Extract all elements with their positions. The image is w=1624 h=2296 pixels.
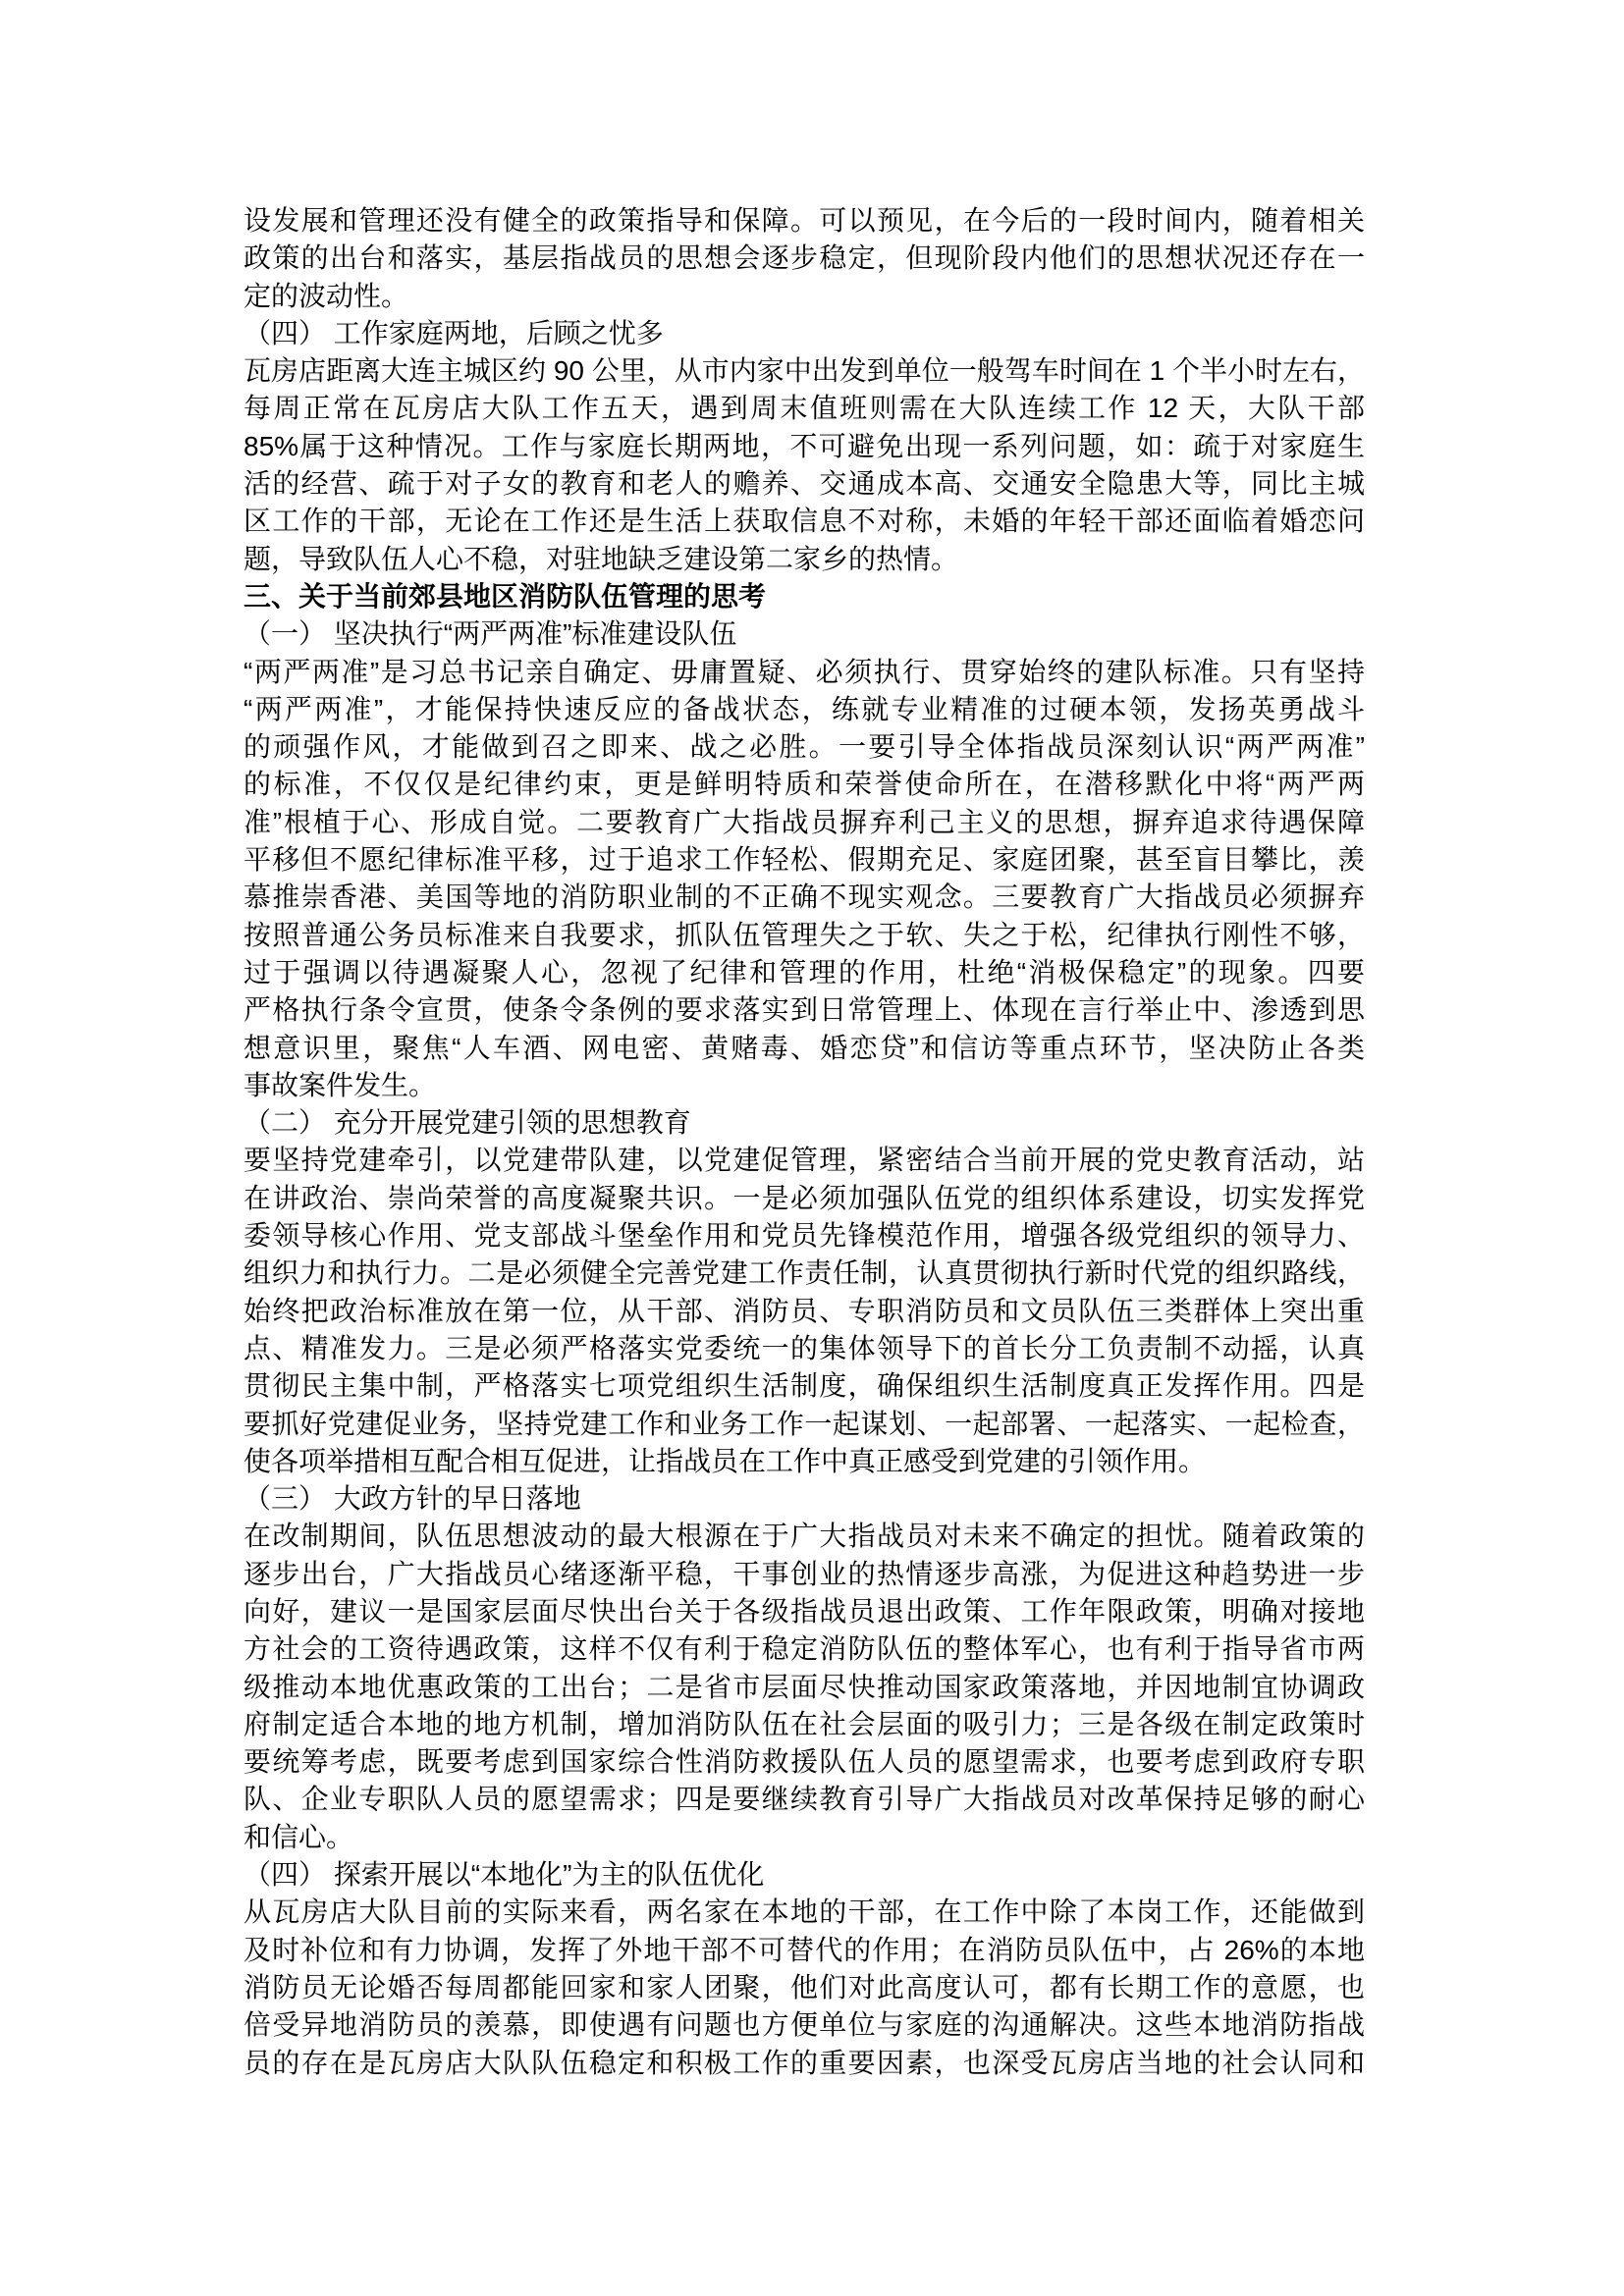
document-text-line: 的顽强作风，才能做到召之即来、战之必胜。一要引导全体指战员深刻认识“两严两准” [244,731,1365,763]
document-text-line: 级推动本地优惠政策的工出台；二是省市层面尽快推动国家政策落地，并因地制宜协调政 [244,1671,1365,1702]
document-text-line: 使各项举措相互配合相互促进，让指战员在工作中真正感受到党建的引领作用。 [244,1445,1207,1476]
document-text-line: 从瓦房店大队目前的实际来看，两名家在本地的干部，在工作中除了本岗工作，还能做到 [244,1896,1365,1928]
document-text-line: 政策的出台和落实，基层指战员的思想会逐步稳定，但现阶段内他们的思想状况还存在一 [244,242,1365,274]
document-text-line: 定的波动性。 [244,280,409,311]
document-text-line: “两严两准”，才能保持快速反应的备战状态，练就专业精准的过硬本领，发扬英勇战斗 [244,693,1365,724]
subsection-heading-line: （三） 大政方针的早日落地 [244,1483,581,1515]
document-text-line: 准”根植于心、形成自觉。二要教育广大指战员摒弃利己主义的思想，摒弃追求待遇保障 [244,806,1365,837]
document-text-line: 题，导致队伍人心不稳，对驻地缺乏建设第二家乡的热情。 [244,543,959,574]
document-text-line: 倍受异地消防员的羡慕，即使遇有问题也方便单位与家庭的沟通解决。这些本地消防指战 [244,2009,1365,2041]
subsection-heading-line: （四） 探索开展以“本地化”为主的队伍优化 [244,1859,765,1891]
document-text-line: 和信心。 [244,1821,354,1852]
document-text-line: 委领导核心作用、党支部战斗堡垒作用和党员先锋模范作用，增强各级党组织的领导力、 [244,1220,1365,1252]
document-content [244,202,1365,2082]
document-text-line: 方社会的工资待遇政策，这样不仅有利于稳定消防队伍的整体军心，也有利于指导省市两 [244,1633,1365,1665]
document-text-line: 要统筹考虑，既要考虑到国家综合性消防救援队伍人员的愿望需求，也要考虑到政府专职 [244,1746,1365,1778]
document-text-line: 组织力和执行力。二是必须健全完善党建工作责任制，认真贯彻执行新时代党的组织路线， [244,1257,1365,1289]
subsection-heading-line: （四） 工作家庭两地，后顾之忧多 [244,317,664,348]
document-text-line: 要抓好党建促业务，坚持党建工作和业务工作一起谋划、一起部署、一起落实、一起检查， [244,1408,1365,1439]
document-text-line: 府制定适合本地的地方机制，增加消防队伍在社会层面的吸引力；三是各级在制定政策时 [244,1708,1365,1739]
document-text-line: 区工作的干部，无论在工作还是生活上获取信息不对称，未婚的年轻干部还面临着婚恋问 [244,506,1365,537]
document-text-line: 想意识里，聚焦“人车酒、网电密、黄赌毒、婚恋贷”和信访等重点环节，坚决防止各类 [244,1032,1365,1063]
document-text-line: 点、精准发力。三是必须严格落实党委统一的集体领导下的首长分工负责制不动摇，认真 [244,1332,1365,1363]
document-text-line: 在讲政治、崇尚荣誉的高度凝聚共识。一是必须加强队伍党的组织体系建设，切实发挥党 [244,1182,1365,1213]
document-text-line: 向好，建议一是国家层面尽快出台关于各级指战员退出政策、工作年限政策，明确对接地 [244,1595,1365,1627]
document-text-line: 逐步出台，广大指战员心绪逐渐平稳，干事创业的热情逐步高涨，为促进这种趋势进一步 [244,1558,1365,1589]
subsection-heading-line: （一） 坚决执行“两严两准”标准建设队伍 [244,618,737,650]
document-text-line: 活的经营、疏于对子女的教育和老人的赡养、交通成本高、交通安全隐患大等，同比主城 [244,468,1365,500]
document-text-line: 始终把政治标准放在第一位，从干部、消防员、专职消防员和文员队伍三类群体上突出重 [244,1295,1365,1326]
document-text-line: 严格执行条令宣贯，使条令条例的要求落实到日常管理上、体现在言行举止中、渗透到思 [244,994,1365,1026]
document-text-line: 消防员无论婚否每周都能回家和家人团聚，他们对此高度认可，都有长期工作的意愿，也 [244,1971,1365,2002]
document-text-line: 瓦房店距离大连主城区约 90 公里，从市内家中出发到单位一般驾车时间在 1 个半小时左右， [244,355,1365,387]
document-text-line: 平移但不愿纪律标准平移，过于追求工作轻松、假期充足、家庭团聚，甚至盲目攀比，羡 [244,844,1365,876]
document-text-line: 过于强调以待遇凝聚人心，忽视了纪律和管理的作用，杜绝“消极保稳定”的现象。四要 [244,956,1365,988]
document-text-line: 队、企业专职队人员的愿望需求；四是要继续教育引导广大指战员对改革保持足够的耐心 [244,1784,1365,1815]
document-text-line: 要坚持党建牵引，以党建带队建，以党建促管理，紧密结合当前开展的党史教育活动，站 [244,1145,1365,1176]
document-text-line: 每周正常在瓦房店大队工作五天，遇到周末值班则需在大队连续工作 12 天，大队干部 [244,393,1365,424]
document-text-line: 及时补位和有力协调，发挥了外地干部不可替代的作用；在消防员队伍中，占 26%的本地 [244,1934,1365,1965]
section-heading-line: 三、关于当前郊县地区消防队伍管理的思考 [244,580,767,612]
document-text-line: “两严两准”是习总书记亲自确定、毋庸置疑、必须执行、贯穿始终的建队标准。只有坚持 [244,656,1365,687]
document-text-line: 贯彻民主集中制，严格落实七项党组织生活制度，确保组织生活制度真正发挥作用。四是 [244,1370,1365,1402]
document-text-line: 的标准，不仅仅是纪律约束，更是鲜明特质和荣誉使命所在，在潜移默化中将“两严两 [244,769,1365,800]
document-text-line: 按照普通公务员标准来自我要求，抓队伍管理失之于软、失之于松，纪律执行刚性不够， [244,919,1365,950]
subsection-heading-line: （二） 充分开展党建引领的思想教育 [244,1107,691,1139]
document-text-line: 设发展和管理还没有健全的政策指导和保障。可以预见，在今后的一段时间内，随着相关 [244,205,1365,236]
document-text-line: 员的存在是瓦房店大队队伍稳定和积极工作的重要因素，也深受瓦房店当地的社会认同和 [244,2047,1365,2078]
document-text-line: 慕推崇香港、美国等地的消防职业制的不正确不现实观念。三要教育广大指战员必须摒弃 [244,881,1365,913]
document-text-line: 事故案件发生。 [244,1069,437,1100]
document-text-line: 85%属于这种情况。工作与家庭长期两地，不可避免出现一系列问题，如：疏于对家庭生 [244,430,1365,461]
document-text-line: 在改制期间，队伍思想波动的最大根源在于广大指战员对未来不确定的担忧。随着政策的 [244,1521,1365,1552]
